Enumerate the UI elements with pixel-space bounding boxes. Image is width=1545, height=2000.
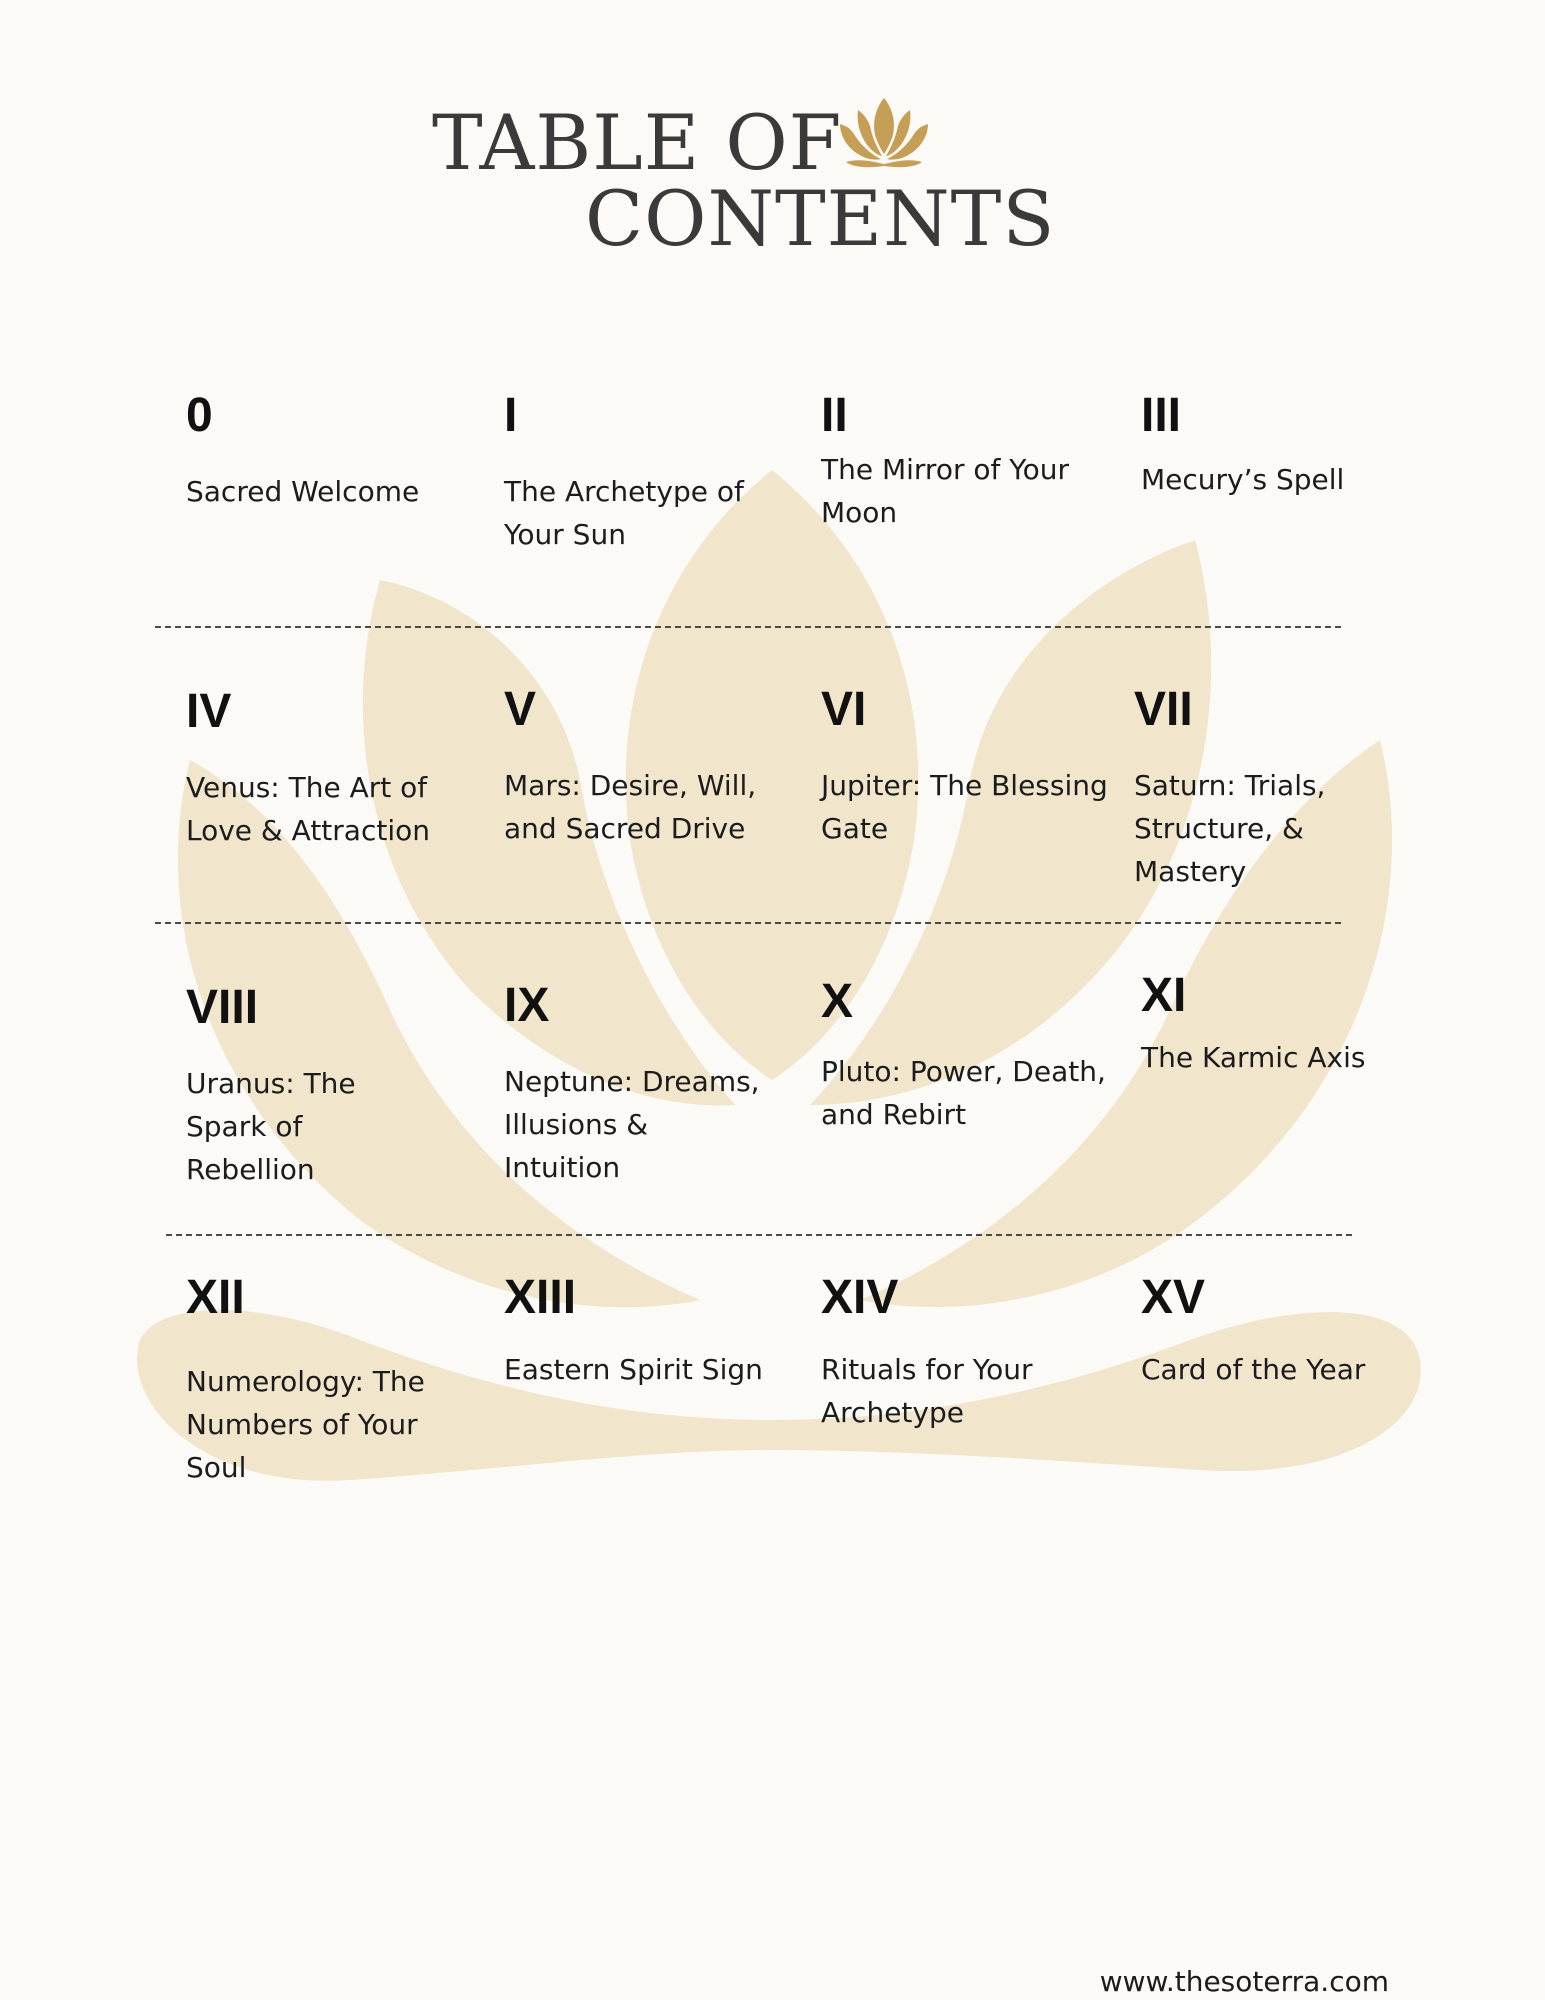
toc-entry-8[interactable] — [186, 982, 486, 1191]
page-title-line1: TABLE OF — [432, 98, 843, 187]
chapter-numeral: IX — [504, 979, 550, 1032]
chapter-numeral: X — [821, 975, 854, 1028]
section-divider — [166, 1234, 1352, 1236]
lotus-icon — [836, 96, 932, 170]
toc-entry-2[interactable] — [821, 390, 1121, 534]
toc-entry-10[interactable] — [821, 976, 1121, 1136]
toc-entry-7[interactable] — [1134, 684, 1434, 893]
chapter-title: Eastern Spirit Sign — [504, 1353, 763, 1386]
chapter-numeral: III — [1141, 389, 1182, 442]
chapter-numeral: IV — [186, 685, 232, 738]
chapter-title: Uranus: The Spark of Rebellion — [186, 1067, 356, 1186]
chapter-numeral: V — [504, 683, 537, 736]
toc-entry-6[interactable] — [821, 684, 1121, 850]
chapter-title: Numerology: The Numbers of Your Soul — [186, 1365, 425, 1484]
chapter-numeral: VI — [821, 683, 867, 736]
toc-entry-5[interactable] — [504, 684, 804, 850]
toc-entry-1[interactable] — [504, 390, 804, 556]
chapter-numeral: XIV — [821, 1271, 899, 1324]
chapter-numeral: XIII — [504, 1271, 577, 1324]
chapter-numeral: XII — [186, 1271, 245, 1324]
toc-entry-9[interactable] — [504, 980, 804, 1189]
toc-entry-3[interactable] — [1141, 390, 1441, 501]
toc-entry-12[interactable] — [186, 1272, 486, 1489]
toc-entry-4[interactable] — [186, 686, 486, 852]
page-title-line2: CONTENTS — [585, 174, 1056, 263]
website-link[interactable]: www.thesoterra.com — [1099, 1965, 1389, 1998]
chapter-title: Sacred Welcome — [186, 475, 420, 508]
chapter-title: The Mirror of Your Moon — [821, 453, 1070, 529]
section-divider — [155, 922, 1341, 924]
chapter-title: The Archetype of Your Sun — [504, 475, 744, 551]
toc-entry-11[interactable] — [1141, 970, 1441, 1079]
toc-entry-0[interactable] — [186, 390, 486, 513]
chapter-numeral: VII — [1134, 683, 1193, 736]
chapter-title: Card of the Year — [1141, 1353, 1366, 1386]
chapter-title: Jupiter: The Blessing Gate — [821, 769, 1108, 845]
chapter-numeral: XI — [1141, 969, 1187, 1022]
chapter-numeral: I — [504, 389, 518, 442]
chapter-title: Venus: The Art of Love & Attraction — [186, 771, 430, 847]
toc-entry-13[interactable] — [504, 1272, 804, 1391]
toc-entry-14[interactable] — [821, 1272, 1121, 1434]
chapter-numeral: 0 — [186, 389, 213, 442]
chapter-numeral: II — [821, 389, 848, 442]
section-divider — [155, 626, 1341, 628]
chapter-title: Pluto: Power, Death, and Rebirt — [821, 1055, 1106, 1131]
chapter-title: Rituals for Your Archetype — [821, 1353, 1033, 1429]
chapter-title: Mars: Desire, Will, and Sacred Drive — [504, 769, 757, 845]
chapter-numeral: XV — [1141, 1271, 1206, 1324]
chapter-title: Neptune: Dreams, Illusions & Intuition — [504, 1065, 760, 1184]
chapter-title: The Karmic Axis — [1141, 1041, 1366, 1074]
chapter-title: Saturn: Trials, Structure, & Mastery — [1134, 769, 1326, 888]
toc-entry-15[interactable] — [1141, 1272, 1441, 1391]
chapter-numeral: VIII — [186, 981, 259, 1034]
chapter-title: Mecury’s Spell — [1141, 463, 1345, 496]
title-block — [0, 90, 1545, 280]
